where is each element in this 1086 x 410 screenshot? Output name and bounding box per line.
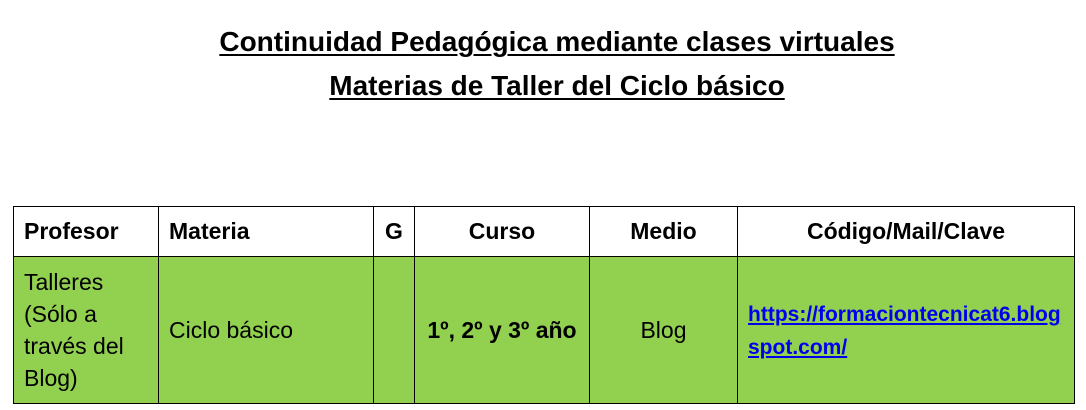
- cell-materia: Ciclo básico: [159, 257, 374, 404]
- document-subtitle: Materias de Taller del Ciclo básico: [329, 70, 785, 101]
- cell-g: [374, 257, 415, 404]
- document-title: Continuidad Pedagógica mediante clases virtuales: [219, 26, 895, 57]
- header-materia: Materia: [159, 207, 374, 257]
- cell-medio: Blog: [590, 257, 738, 404]
- cell-curso: 1º, 2º y 3º año: [415, 257, 590, 404]
- header-medio: Medio: [590, 207, 738, 257]
- table-header-row: [14, 207, 1075, 257]
- table-row: [14, 257, 1075, 404]
- header-codigo: Código/Mail/Clave: [738, 207, 1075, 257]
- document-header: [0, 20, 1086, 108]
- blog-link[interactable]: https://formaciontecnicat6.blogspot.com/: [748, 303, 1061, 359]
- header-g: G: [374, 207, 415, 257]
- schedule-table: [13, 206, 1075, 404]
- cell-codigo: [738, 257, 1075, 404]
- header-curso: Curso: [415, 207, 590, 257]
- header-profesor: Profesor: [14, 207, 159, 257]
- cell-profesor: Talleres (Sólo a través del Blog): [14, 257, 159, 404]
